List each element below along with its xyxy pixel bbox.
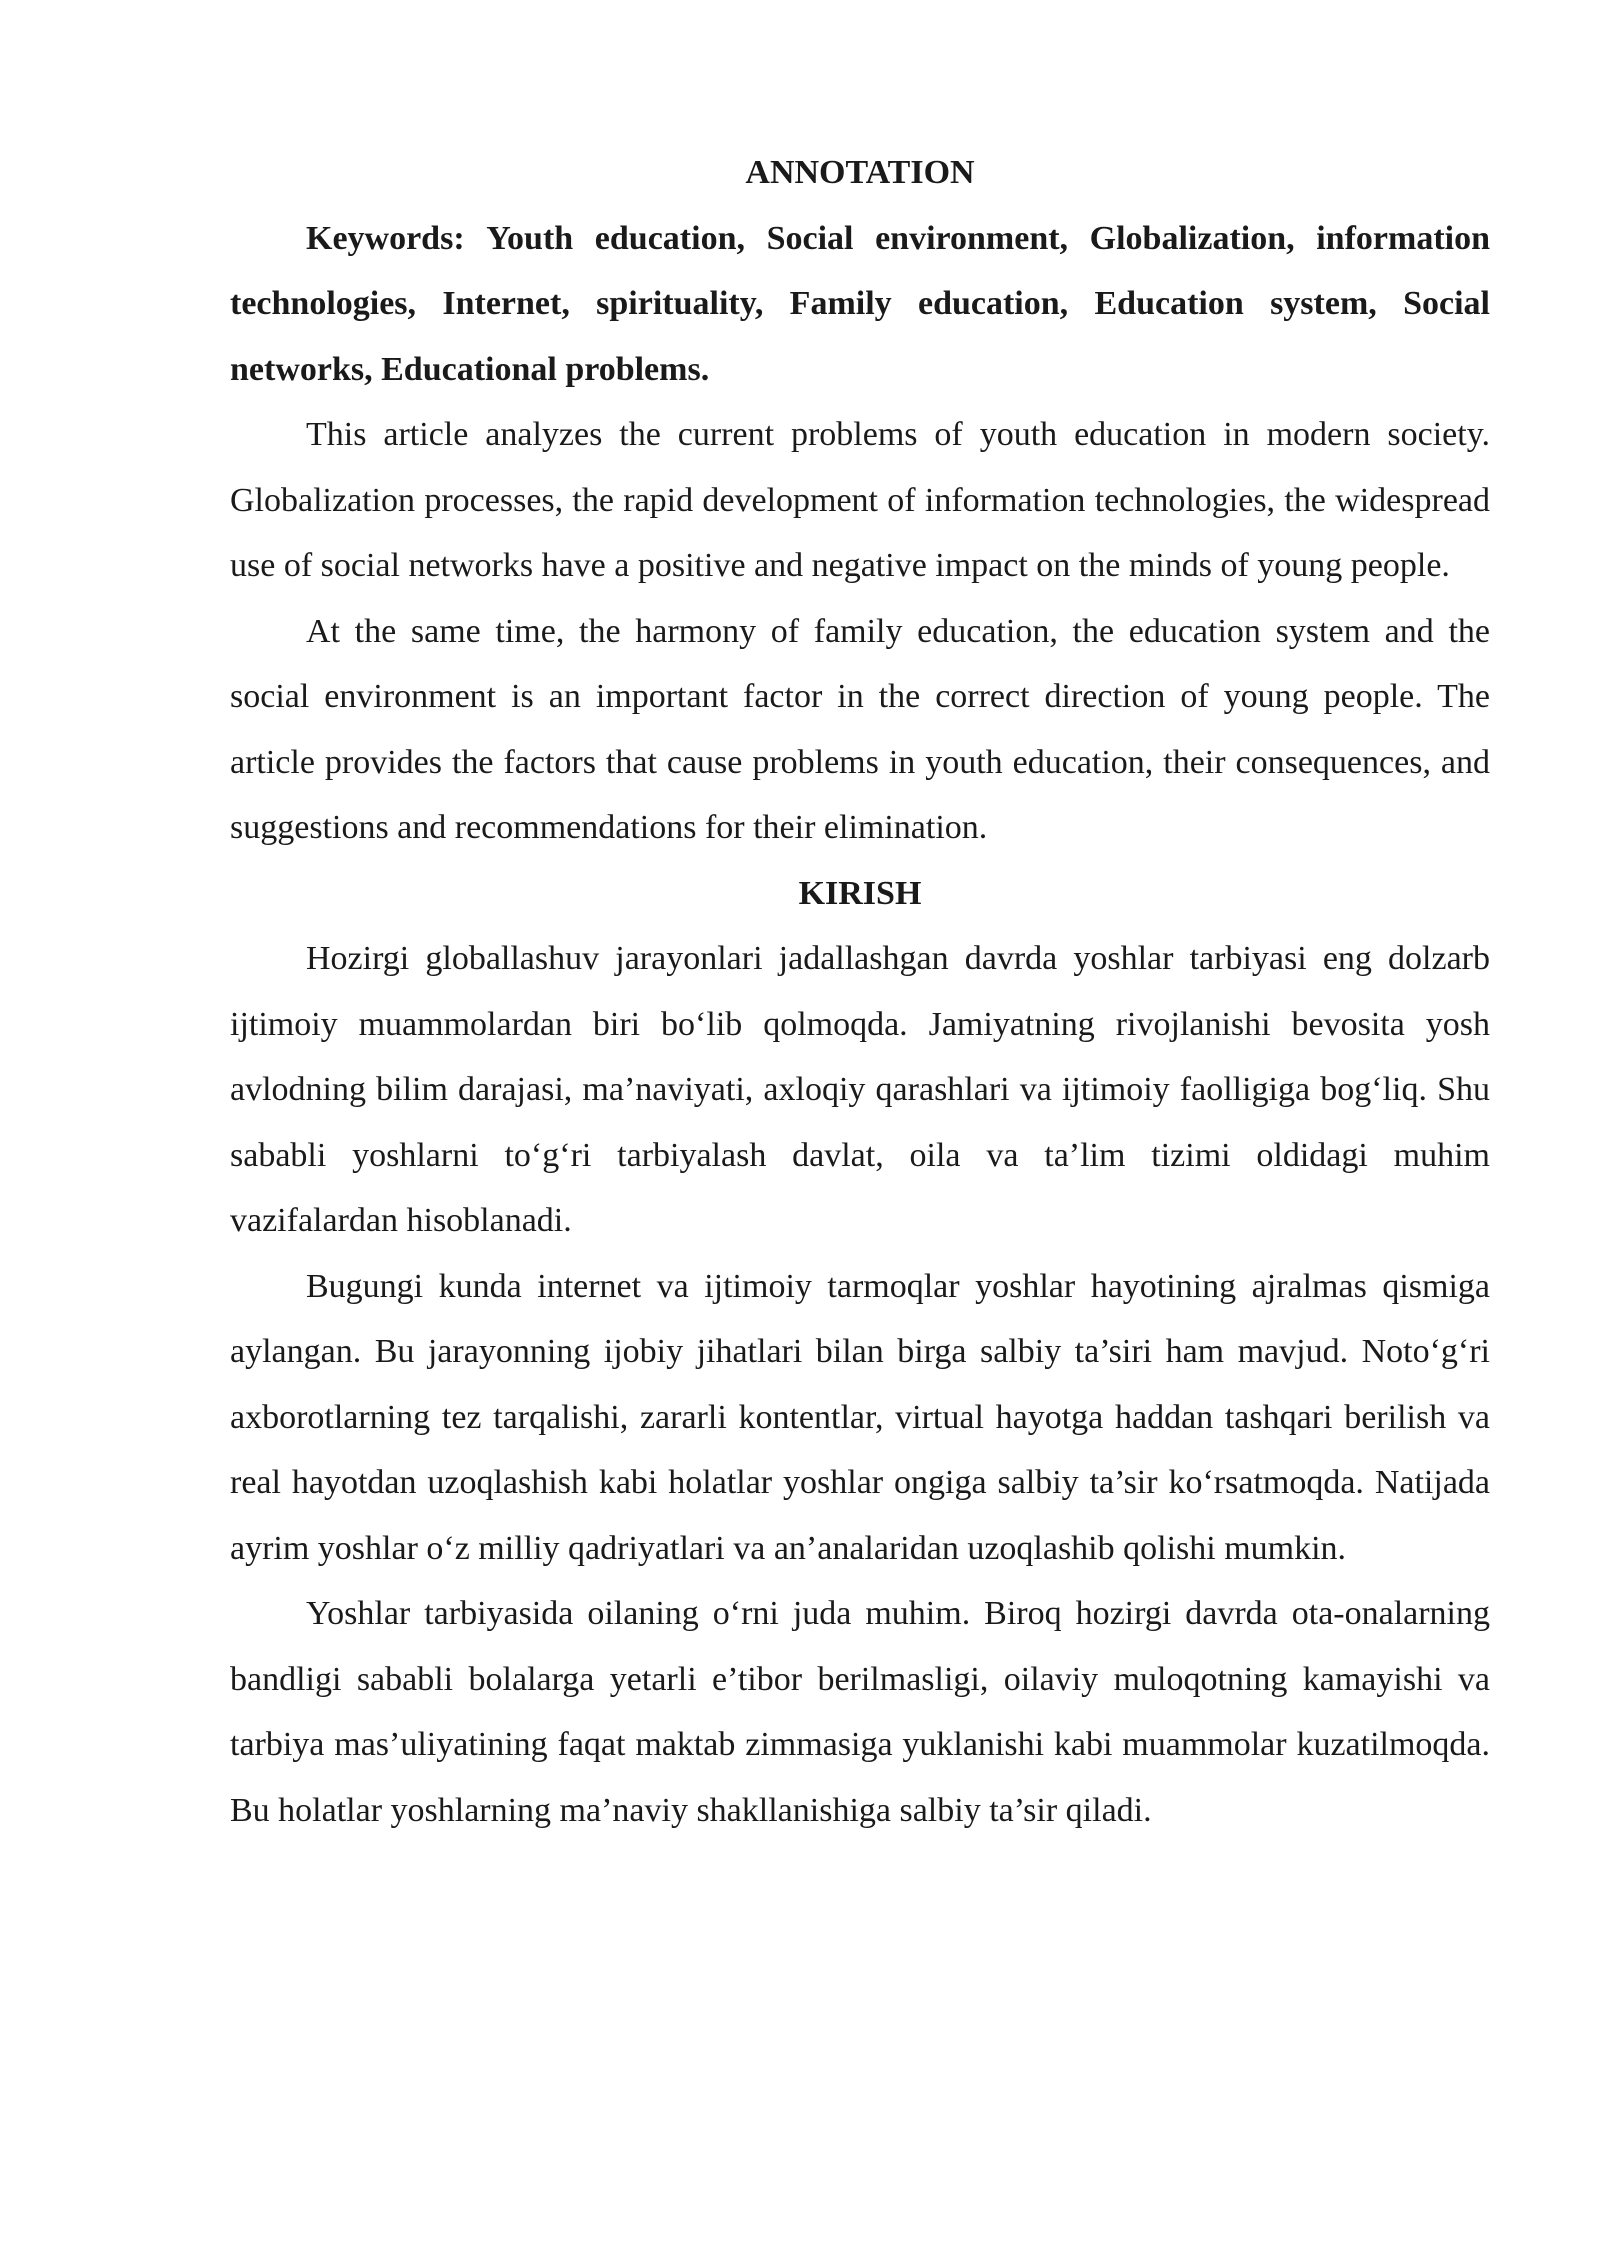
kirish-paragraph-3: Yoshlar tarbiyasida oilaning o‘rni juda muhim. Biroq hozirgi davrda ota-onalarning bandligi sababli bolalarga yetarli e’tibor berilmasligi, oilaviy muloqotning kamayishi va tarbiya mas’uliyatining faqat maktab zimmasiga yuklanishi kabi muammolar kuzatilmoqda. Bu holatlar yoshlarning ma’naviy shakllanishiga salbiy ta’sir qiladi.	[230, 1595, 1490, 1829]
kirish-paragraph-2: Bugungi kunda internet va ijtimoiy tarmoqlar yoshlar hayotining ajralmas qismiga aylangan. Bu jarayonning ijobiy jihatlari bilan birga salbiy ta’siri ham mavjud. Noto‘g‘ri axborotlarning tez tarqalishi, zararli kontentlar, virtual hayotga haddan tashqari berilish va real hayotdan uzoqlashish kabi holatlar yoshlar ongiga salbiy ta’sir ko‘rsatmoqda. Natijada ayrim yoshlar o‘z milliy qadriyatlari va an’analaridan uzoqlashib qolishi mumkin.	[230, 1267, 1490, 1567]
kirish-paragraph-1: Hozirgi globallashuv jarayonlari jadallashgan davrda yoshlar tarbiyasi eng dolzarb ijtimoiy muammolardan biri bo‘lib qolmoqda. Jamiyatning rivojlanishi bevosita yosh avlodning bilim darajasi, ma’naviyati, axloqiy qarashlari va ijtimoiy faolligiga bog‘liq. Shu sababli yoshlarni to‘g‘ri tarbiyalash davlat, oila va ta’lim tizimi oldidagi muhim vazifalardan hisoblanadi.	[230, 940, 1490, 1239]
kirish-heading: KIRISH	[798, 874, 922, 912]
keywords-text: Youth education, Social environment, Globalization, information technologies, Internet, spirituality, Family education, Education system, Social networks, Educational problems.	[230, 219, 1490, 388]
keywords-label: Keywords:	[306, 219, 465, 257]
keywords-paragraph	[230, 206, 1490, 403]
document-page	[230, 140, 1490, 1843]
annotation-paragraph-2: At the same time, the harmony of family education, the education system and the social environment is an important factor in the correct direction of young people. The article provides the factors that cause problems in youth education, their consequences, and suggestions and recommendations for their elimination.	[230, 612, 1490, 846]
annotation-paragraph-1: This article analyzes the current problems of youth education in modern society. Globalization processes, the rapid development of information technologies, the widespread use of social networks have a positive and negative impact on the minds of young people.	[230, 416, 1490, 584]
annotation-heading: ANNOTATION	[745, 154, 975, 191]
